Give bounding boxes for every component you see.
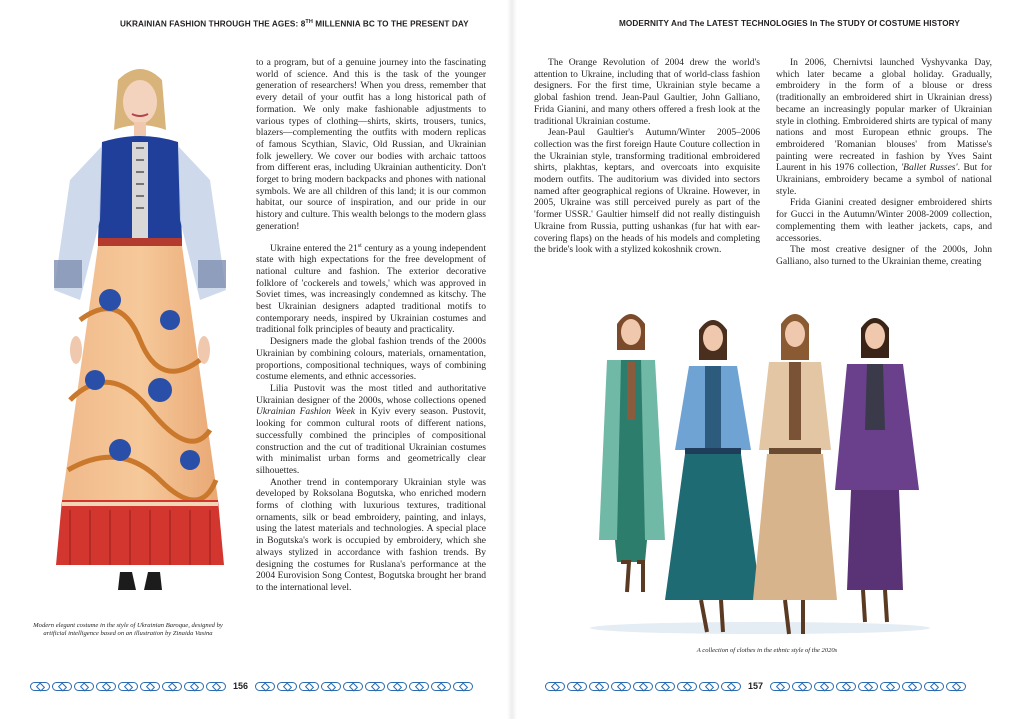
left-running-header: UKRAINIAN FASHION THROUGH THE AGES: 8TH MILLENNIA BC TO THE PRESENT DAY [120,19,469,29]
model-beige-dress [753,314,837,634]
paragraph: to a program, but of a genuine journey into the fascinating world of science. And this is the task of the younger generation of researchers! When you dress, remember that every detail of your outfit has a long historical path of formation. We only make fashionable adjustments to various types of clothing—shirts, skirts, trousers, tunics, blazers—complementing the outfits with modern replicas of famous Scythian, Slavic, Old Russian, and Ukrainian folk jewellery. We cover our bodies with archaic tattoos from different eras, including Ukrainian authenticity. Don't forget to bring modern backpacks and phones with national symbols. We are all children of this land; it is our common habitat, our source of inspiration, and our pride in our history and culture. This wealth belongs to the modern glass generation! [256,57,486,232]
left-figure-caption: Modern elegant costume in the style of Ukrainian Baroque, designed by artificial intelligence based on an illustration by Zinaida Vasina [33,622,223,638]
paragraph: The Orange Revolution of 2004 drew the world's attention to Ukraine, including that of world-class fashion designers. For the first time, Ukrainian style became a global fashion trend. Jean-Paul Gaultier, John Galliano, Frida Gianini, and many others offered a fresh look at the traditional Ukrainian costume. [534,57,760,127]
left-text-column [256,57,486,594]
paragraph-vyshyvanka: In 2006, Chernivtsi launched Vyshyvanka Day, which later became a global holiday. Gradually, embroidery in the form of a blouse or dress (traditionally an embroidered shirt in Ukrainian dress) became an increasingly popular marker of Ukrainian style in clothing. Embroidered shirts are typical of many nations and most European ethnic groups. The embroidered 'Romanian blouses' from Matisse's painting were recreated in fashion by Yves Saint Laurent in his 1976 collection, 'Ballet Russes'. But for Ukrainians, embroidery became a symbol of national style. [776,57,992,197]
paragraph: Another trend in contemporary Ukrainian style was developed by Roksolana Bogutska, who enriched modern forms of clothing with luxurious textures, traditional ornaments, silk or bead embroidery, painting, and inlays, using the latest materials and technologies. A special place in Bogutska's work is occupied by embroidery, which she always stylized in accordance with fashion trends. By designing the costumes for Ruslana's performance at the 2004 Eurovision Song Contest, Bogutska brought her brand to the international level. [256,476,486,593]
right-figure-caption: A collection of clothes in the ethnic style of the 2020s [696,647,838,654]
ethnic-collection-illustration [585,300,935,640]
paragraph: The most creative designer of the 2000s, John Galliano, also turned to the Ukrainian theme, creating [776,244,992,267]
baroque-costume-illustration [40,60,240,605]
left-footer-ornament [30,680,473,692]
right-footer-ornament [545,680,966,692]
ornament-border-right [255,682,473,691]
right-running-header: MODERNITY And The LATEST TECHNOLOGIES In The STUDY Of COSTUME HISTORY [619,19,960,28]
right-text-column-2 [776,57,992,268]
model-purple-suit [835,318,919,622]
paragraph-21st-century: Ukraine entered the 21st century as a young independent state with high expectations for the free development of national culture and fashion. The exterior decorative folklore of 'cockerels and towels,' which was approved in Soviet times, was increasingly condemned as kitschy. The best Ukrainian designers adapted traditional motifs to contemporary needs, inspired by Ukrainian costumes and traditional folk principles of beauty and practicality. [256,242,486,336]
paragraph: Jean-Paul Gaultier's Autumn/Winter 2005–2006 collection was the first foreign Haute Couture collection in the Ukrainian style, transforming traditional embroidered shirts, plakhtas, keptars, and overcoats into exquisite modern outfits. The auditorium was divided into sectors named after geographical regions of Ukraine. However, in 2005, Ukraine was still perceived purely as part of the 'former USSR.' Gaultier himself did not really distinguish Ukraine from Russia, putting ushankas (fur hat with ear-covering flaps) on the heads of his models and completing the bride's look with a stylized kokoshnik crown. [534,127,760,256]
paragraph-pustovit: Lilia Pustovit was the most titled and authoritative Ukrainian designer of the 2000s, whose collections opened Ukrainian Fashion Week in Kyiv every season. Pustovit, looking for common cultural roots of different nations, successfully combined the principles of compositional construction and the cut of traditional Ukrainian costumes with minimalist urban forms and geometrically clear silhouettes. [256,382,486,476]
paragraph: Frida Gianini created designer embroidered shirts for Gucci in the Autumn/Winter 2008-2009 collection, complementing them with leather jackets, caps, and accessories. [776,197,992,244]
page-number: 157 [748,681,764,691]
model-teal-coat [599,314,665,592]
ornament-border-left [30,682,226,691]
right-text-column-1 [534,57,760,256]
ornament-border-right [770,682,966,691]
model-blue-dress [665,320,761,632]
ornament-border-left [545,682,741,691]
paragraph: Designers made the global fashion trends of the 2000s Ukrainian by combining colours, materials, ornamentation, proportions, compositional techniques, ways of combining costume elements, and ethnic accessories. [256,336,486,383]
page-number: 156 [233,681,249,691]
